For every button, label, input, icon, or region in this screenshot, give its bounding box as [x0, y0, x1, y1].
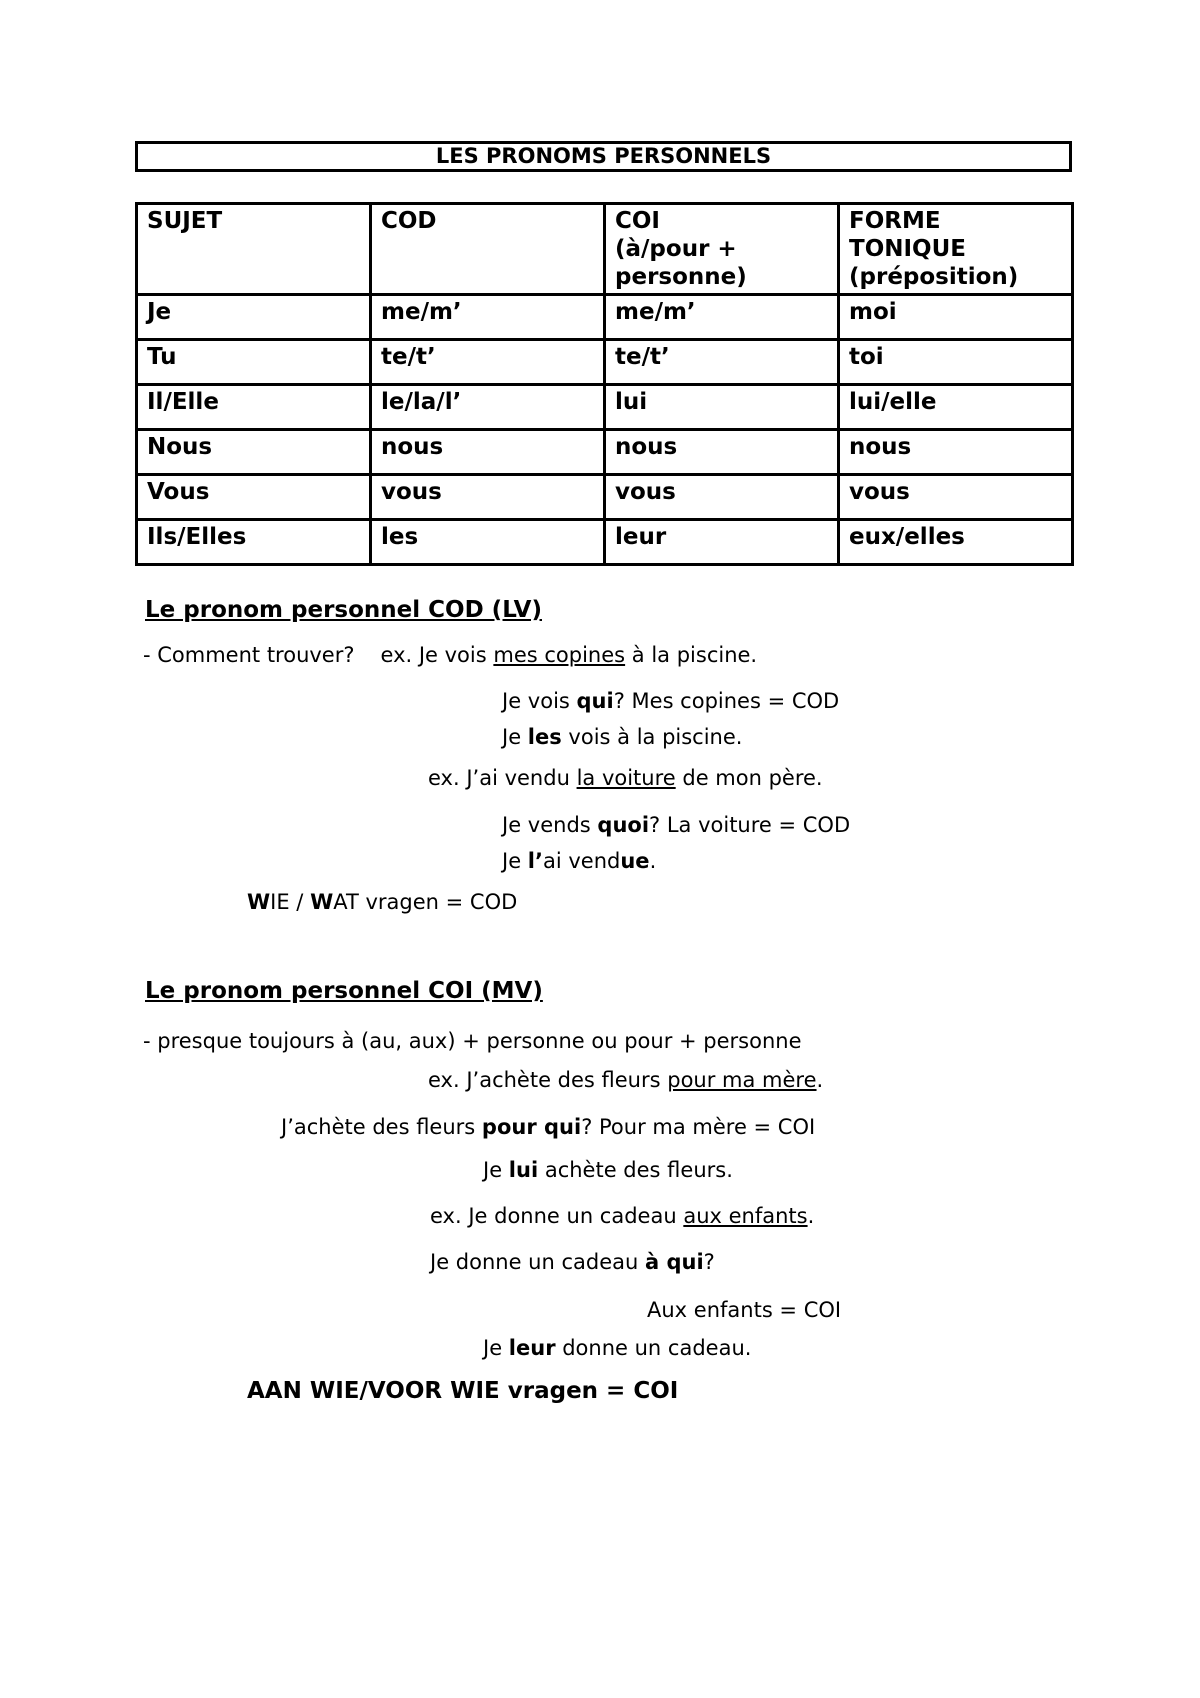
header-cell-cod: COD	[371, 204, 605, 295]
table-cell: te/t’	[605, 340, 839, 385]
table-cell: Ils/Elles	[137, 520, 371, 565]
coi-rule-line: - presque toujours à (au, aux) + personne ou pour + personne	[143, 1029, 802, 1053]
coi-example-1: ex. J’achète des fleurs pour ma mère.	[428, 1068, 824, 1092]
table-row	[137, 295, 1073, 340]
header-cell-sujet: SUJET	[137, 204, 371, 295]
cod-section-heading: Le pronom personnel COD (LV)	[145, 597, 542, 623]
table-cell: le/la/l’	[371, 385, 605, 430]
pronoun-table	[135, 202, 1074, 566]
table-cell: lui	[605, 385, 839, 430]
cod-example-2-question: Je vends quoi? La voiture = COD	[502, 813, 851, 837]
table-cell: les	[371, 520, 605, 565]
header-cell-coi: COI (à/pour + personne)	[605, 204, 839, 295]
table-cell: me/m’	[605, 295, 839, 340]
table-cell: Vous	[137, 475, 371, 520]
coi-example-2-question: Je donne un cadeau à qui?	[430, 1250, 715, 1274]
table-cell: toi	[839, 340, 1073, 385]
table-cell: te/t’	[371, 340, 605, 385]
table-cell: nous	[605, 430, 839, 475]
cod-example-1-question: Je vois qui? Mes copines = COD	[502, 689, 840, 713]
table-cell: vous	[605, 475, 839, 520]
cod-example-1-answer: Je les vois à la piscine.	[502, 725, 743, 749]
table-cell: me/m’	[371, 295, 605, 340]
table-cell: lui/elle	[839, 385, 1073, 430]
table-cell: vous	[839, 475, 1073, 520]
table-row	[137, 385, 1073, 430]
table-row	[137, 340, 1073, 385]
table-cell: moi	[839, 295, 1073, 340]
cod-question-line: - Comment trouver? ex. Je vois mes copines à la piscine.	[143, 643, 758, 667]
coi-example-1-answer: Je lui achète des fleurs.	[483, 1158, 733, 1182]
table-row	[137, 520, 1073, 565]
cod-example-2-answer: Je l’ai vendue.	[502, 849, 657, 873]
cod-example-2: ex. J’ai vendu la voiture de mon père.	[428, 766, 823, 790]
table-cell: Je	[137, 295, 371, 340]
table-row	[137, 430, 1073, 475]
table-header-row	[137, 204, 1073, 295]
table-cell: vous	[371, 475, 605, 520]
coi-example-1-question: J’achète des fleurs pour qui? Pour ma mère = COI	[281, 1115, 816, 1139]
coi-rule: AAN WIE/VOOR WIE vragen = COI	[247, 1378, 679, 1404]
table-cell: nous	[371, 430, 605, 475]
coi-example-2-result: Aux enfants = COI	[647, 1298, 842, 1322]
table-cell: eux/elles	[839, 520, 1073, 565]
table-cell: leur	[605, 520, 839, 565]
coi-example-2: ex. Je donne un cadeau aux enfants.	[430, 1204, 815, 1228]
coi-example-2-answer: Je leur donne un cadeau.	[483, 1336, 752, 1360]
table-cell: nous	[839, 430, 1073, 475]
cod-rule: WIE / WAT vragen = COD	[247, 890, 518, 914]
header-cell-forme-tonique: FORME TONIQUE (préposition)	[839, 204, 1073, 295]
table-cell: Nous	[137, 430, 371, 475]
table-cell: Tu	[137, 340, 371, 385]
coi-section-heading: Le pronom personnel COI (MV)	[145, 978, 543, 1004]
table-row	[137, 475, 1073, 520]
table-cell: Il/Elle	[137, 385, 371, 430]
page-title: LES PRONOMS PERSONNELS	[135, 141, 1072, 172]
